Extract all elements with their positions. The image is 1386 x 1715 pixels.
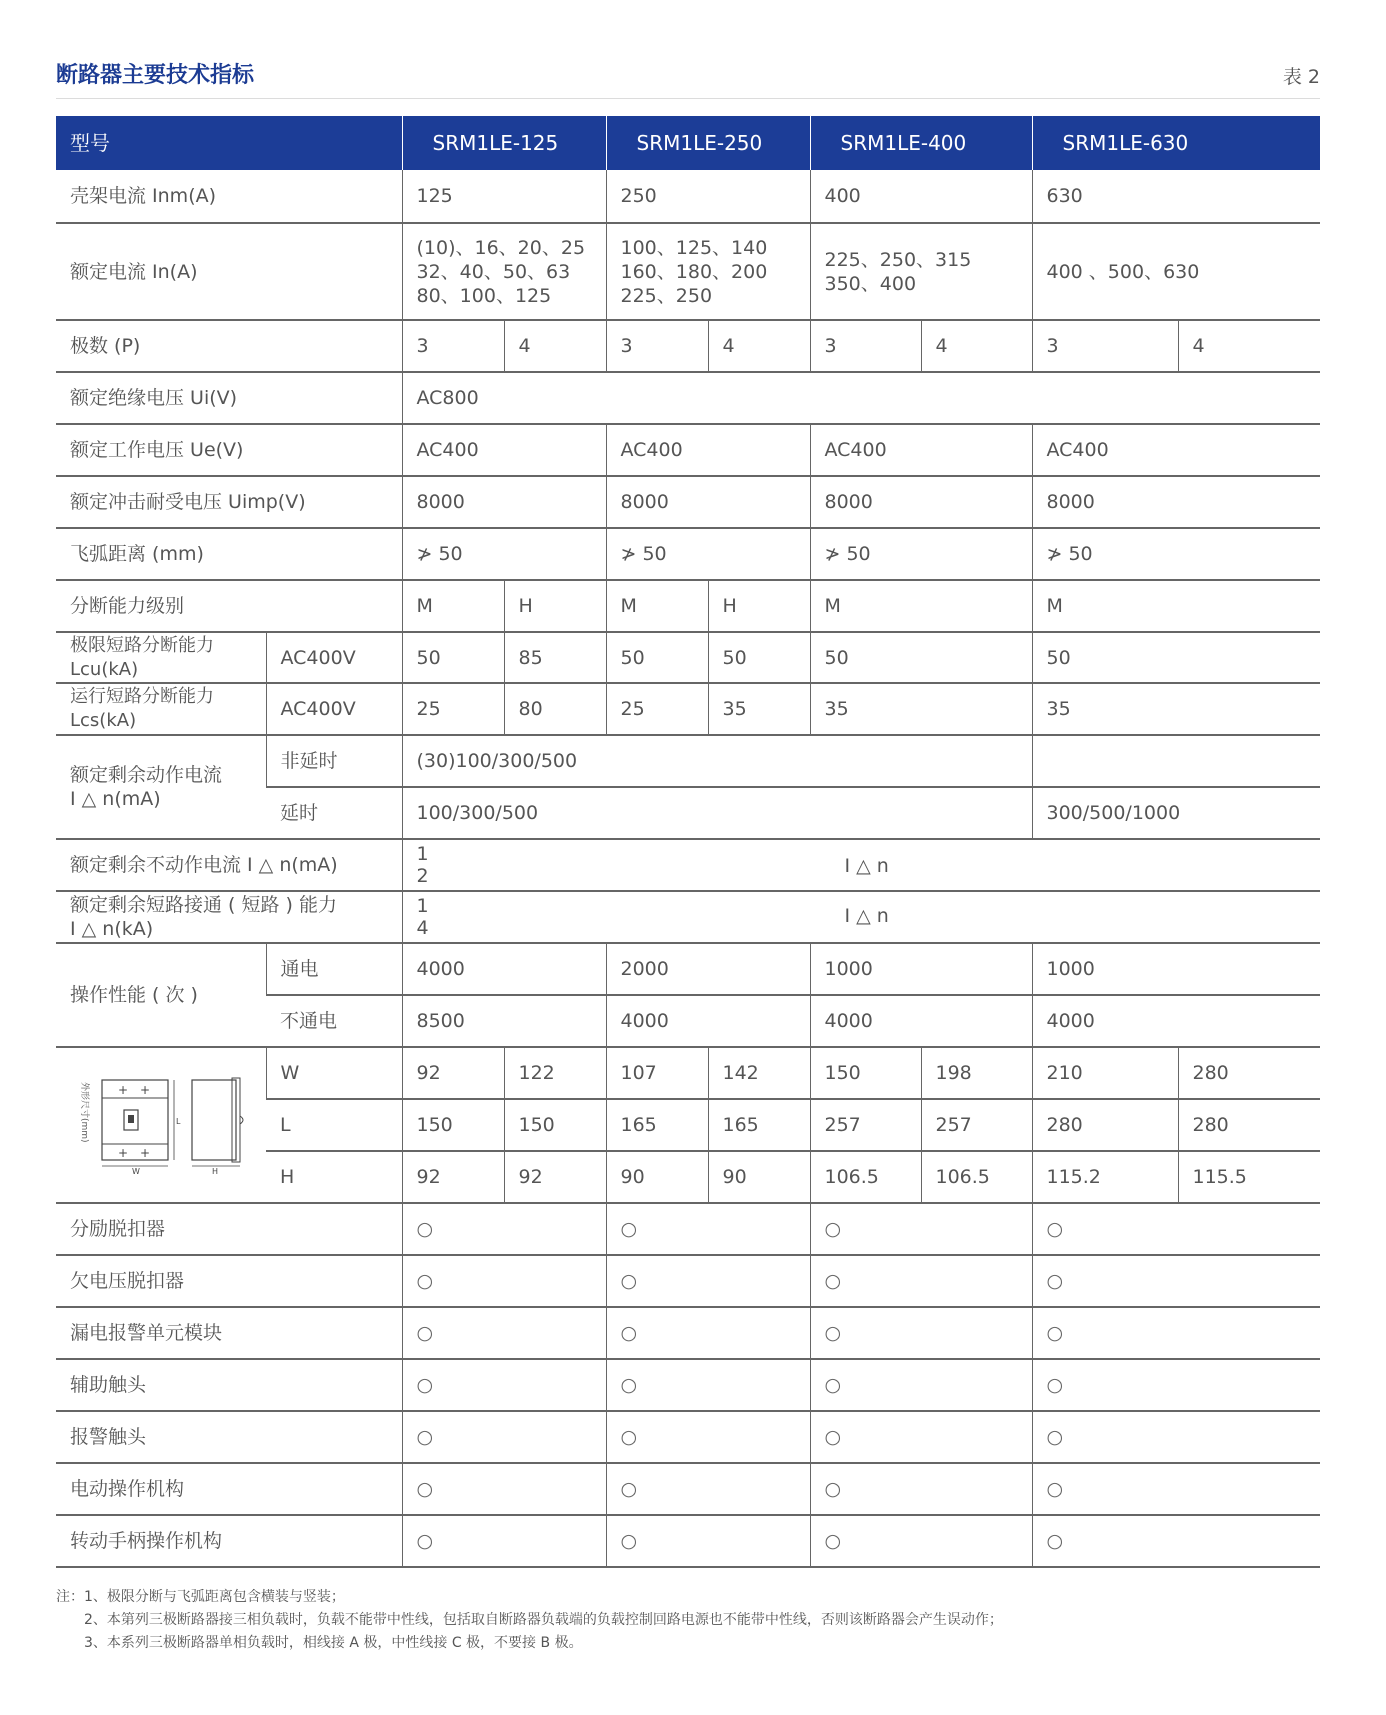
svg-text:W: W xyxy=(132,1167,140,1176)
table-row xyxy=(56,1515,1320,1567)
row-label: 额定绝缘电压 Ui(V) xyxy=(56,372,402,424)
cell: ≯ 50 xyxy=(810,528,1032,580)
cell: M xyxy=(402,580,504,632)
table-row xyxy=(56,1463,1320,1515)
cell: 115.2 xyxy=(1032,1151,1178,1203)
cell: ≯ 50 xyxy=(1032,528,1320,580)
title-divider xyxy=(56,98,1320,99)
row-label: 额定工作电压 Ue(V) xyxy=(56,424,402,476)
row-label: 转动手柄操作机构 xyxy=(56,1515,402,1567)
cell: 4 xyxy=(1178,320,1320,372)
cell: 25 xyxy=(402,683,504,735)
option-mark: ○ xyxy=(810,1411,1032,1463)
option-mark: ○ xyxy=(810,1359,1032,1411)
table-row xyxy=(56,1203,1320,1255)
cell: 4 xyxy=(708,320,810,372)
option-mark: ○ xyxy=(810,1307,1032,1359)
row-label: 电动操作机构 xyxy=(56,1463,402,1515)
page-title: 断路器主要技术指标 xyxy=(56,63,255,88)
cell: 8000 xyxy=(1032,476,1320,528)
cell: 4 xyxy=(921,320,1032,372)
cell: AC400 xyxy=(606,424,810,476)
option-mark: ○ xyxy=(606,1359,810,1411)
table-row xyxy=(56,1359,1320,1411)
row-label: 额定冲击耐受电压 Uimp(V) xyxy=(56,476,402,528)
cell: 8000 xyxy=(402,476,606,528)
table-number: 表 2 xyxy=(1282,66,1320,88)
cell: 165 xyxy=(708,1099,810,1151)
option-mark: ○ xyxy=(606,1463,810,1515)
option-mark: ○ xyxy=(402,1515,606,1567)
table-row xyxy=(56,1047,1320,1099)
cell: 106.5 xyxy=(810,1151,921,1203)
cell: 92 xyxy=(402,1151,504,1203)
cell: ≯ 50 xyxy=(402,528,606,580)
cell: AC400 xyxy=(810,424,1032,476)
option-mark: ○ xyxy=(402,1203,606,1255)
cell: 3 xyxy=(810,320,921,372)
option-mark: ○ xyxy=(1032,1203,1320,1255)
row-label: 欠电压脱扣器 xyxy=(56,1255,402,1307)
cell: 35 xyxy=(708,683,810,735)
cell: 150 xyxy=(810,1047,921,1099)
cell: 50 xyxy=(708,632,810,683)
footnote: 注：1、极限分断与飞弧距离包含横装与竖装； xyxy=(56,1589,345,1605)
table-row xyxy=(56,1255,1320,1307)
table-row xyxy=(56,1411,1320,1463)
cell: 125 xyxy=(402,170,606,223)
cell: 3 xyxy=(1032,320,1178,372)
row-label: 辅助触头 xyxy=(56,1359,402,1411)
table-row xyxy=(56,1307,1320,1359)
cell: 115.5 xyxy=(1178,1151,1320,1203)
row-label: 极数 (P) xyxy=(56,320,402,372)
row-sublabel: AC400V xyxy=(266,632,402,683)
row-label: 额定剩余不动作电流 I △ n(mA) xyxy=(56,839,402,891)
row-sublabel: 通电 xyxy=(266,943,402,995)
header-row xyxy=(56,116,1320,170)
cell: AC400 xyxy=(1032,424,1320,476)
cell: 400 、500、630 xyxy=(1032,223,1320,320)
cell: 300/500/1000 xyxy=(1032,787,1320,839)
cell: 4000 xyxy=(1032,995,1320,1047)
cell: 225、250、315 350、400 xyxy=(810,223,1032,320)
row-sublabel: W xyxy=(266,1047,402,1099)
row-label: 壳架电流 Inm(A) xyxy=(56,170,402,223)
table-row xyxy=(56,580,1320,632)
table-row xyxy=(56,320,1320,372)
cell: M xyxy=(606,580,708,632)
option-mark: ○ xyxy=(606,1255,810,1307)
cell: 3 xyxy=(402,320,504,372)
cell: 142 xyxy=(708,1047,810,1099)
cell: 50 xyxy=(402,632,504,683)
svg-text:+: + xyxy=(118,1146,129,1160)
option-mark: ○ xyxy=(606,1203,810,1255)
option-mark: ○ xyxy=(402,1255,606,1307)
cell: M xyxy=(1032,580,1320,632)
cell: H xyxy=(504,580,606,632)
cell: 1000 xyxy=(1032,943,1320,995)
cell: 4000 xyxy=(402,943,606,995)
header-model: SRM1LE-125 xyxy=(402,116,606,170)
cell: 250 xyxy=(606,170,810,223)
cell: 4 xyxy=(504,320,606,372)
table-row xyxy=(56,839,1320,891)
row-sublabel: 延时 xyxy=(266,787,402,839)
option-mark: ○ xyxy=(1032,1255,1320,1307)
row-label: 额定剩余短路接通 ( 短路 ) 能力 I △ n(kA) xyxy=(56,891,402,943)
svg-text:+: + xyxy=(118,1083,129,1097)
row-label: 漏电报警单元模块 xyxy=(56,1307,402,1359)
option-mark: ○ xyxy=(1032,1463,1320,1515)
cell: 35 xyxy=(810,683,1032,735)
option-mark: ○ xyxy=(810,1203,1032,1255)
cell: 100/300/500 xyxy=(402,787,1032,839)
cell: 280 xyxy=(1178,1047,1320,1099)
header-label: 型号 xyxy=(56,116,402,170)
option-mark: ○ xyxy=(402,1359,606,1411)
option-mark: ○ xyxy=(402,1411,606,1463)
cell: 198 xyxy=(921,1047,1032,1099)
row-sublabel: AC400V xyxy=(266,683,402,735)
cell: 90 xyxy=(606,1151,708,1203)
row-sublabel: L xyxy=(266,1099,402,1151)
cell: 122 xyxy=(504,1047,606,1099)
cell: 50 xyxy=(810,632,1032,683)
cell: 85 xyxy=(504,632,606,683)
cell: 92 xyxy=(504,1151,606,1203)
cell: 8000 xyxy=(606,476,810,528)
cell: 165 xyxy=(606,1099,708,1151)
cell: 1 4 I △ n xyxy=(402,891,1320,943)
option-mark: ○ xyxy=(1032,1307,1320,1359)
cell xyxy=(1032,735,1320,787)
cell: 3 xyxy=(606,320,708,372)
footnote: 3、本系列三极断路器单相负载时，相线接 A 极，中性线接 C 极，不要接 B 极。 xyxy=(84,1635,583,1651)
svg-text:L: L xyxy=(176,1117,181,1126)
cell: 400 xyxy=(810,170,1032,223)
cell: 280 xyxy=(1032,1099,1178,1151)
svg-text:+: + xyxy=(140,1146,151,1160)
table-row xyxy=(56,735,1320,787)
cell: 1 2 I △ n xyxy=(402,839,1320,891)
svg-text:外形尺寸(mm): 外形尺寸(mm) xyxy=(79,1082,89,1143)
table-row xyxy=(56,424,1320,476)
cell: 4000 xyxy=(810,995,1032,1047)
cell: 50 xyxy=(606,632,708,683)
cell: 106.5 xyxy=(921,1151,1032,1203)
cell: 107 xyxy=(606,1047,708,1099)
row-label: 报警触头 xyxy=(56,1411,402,1463)
cell: 100、125、140 160、180、200 225、250 xyxy=(606,223,810,320)
cell: 210 xyxy=(1032,1047,1178,1099)
footnotes xyxy=(56,1586,1003,1655)
table-row xyxy=(56,683,1320,735)
row-label: 额定剩余动作电流 I △ n(mA) xyxy=(56,735,266,839)
option-mark: ○ xyxy=(1032,1359,1320,1411)
cell: (30)100/300/500 xyxy=(402,735,1032,787)
option-mark: ○ xyxy=(1032,1515,1320,1567)
cell: 257 xyxy=(921,1099,1032,1151)
svg-text:H: H xyxy=(212,1167,219,1176)
option-mark: ○ xyxy=(402,1463,606,1515)
option-mark: ○ xyxy=(810,1255,1032,1307)
cell: 8500 xyxy=(402,995,606,1047)
option-mark: ○ xyxy=(402,1307,606,1359)
row-sublabel: H xyxy=(266,1151,402,1203)
cell: 8000 xyxy=(810,476,1032,528)
cell: H xyxy=(708,580,810,632)
row-label: 分励脱扣器 xyxy=(56,1203,402,1255)
table-row xyxy=(56,223,1320,320)
header-model: SRM1LE-400 xyxy=(810,116,1032,170)
cell: 1000 xyxy=(810,943,1032,995)
cell: AC800 xyxy=(402,372,1320,424)
cell: 257 xyxy=(810,1099,921,1151)
table-row xyxy=(56,372,1320,424)
header-model: SRM1LE-250 xyxy=(606,116,810,170)
row-label: 操作性能 ( 次 ) xyxy=(56,943,266,1047)
cell: ≯ 50 xyxy=(606,528,810,580)
cell: AC400 xyxy=(402,424,606,476)
cell: 280 xyxy=(1178,1099,1320,1151)
table-row xyxy=(56,170,1320,223)
cell: 150 xyxy=(504,1099,606,1151)
cell: 90 xyxy=(708,1151,810,1203)
option-mark: ○ xyxy=(1032,1411,1320,1463)
row-label: 飞弧距离 (mm) xyxy=(56,528,402,580)
table-row xyxy=(56,476,1320,528)
footnote: 2、本第列三极断路器接三相负载时，负载不能带中性线，包括取自断路器负载端的负载控制回路电源也不能带中性线，否则该断路器会产生误动作； xyxy=(84,1612,1003,1628)
row-label: 额定电流 In(A) xyxy=(56,223,402,320)
cell: (10)、16、20、25 32、40、50、63 80、100、125 xyxy=(402,223,606,320)
breaker-outline-icon xyxy=(56,1050,266,1200)
spec-table xyxy=(56,116,1320,1568)
row-label: 运行短路分断能力 Lcs(kA) xyxy=(56,683,266,735)
cell: 50 xyxy=(1032,632,1320,683)
cell: 80 xyxy=(504,683,606,735)
header-model: SRM1LE-630 xyxy=(1032,116,1320,170)
table-row xyxy=(56,891,1320,943)
table-row xyxy=(56,528,1320,580)
row-sublabel: 非延时 xyxy=(266,735,402,787)
table-row xyxy=(56,632,1320,683)
row-label: 分断能力级别 xyxy=(56,580,402,632)
svg-text:+: + xyxy=(140,1083,151,1097)
dimension-diagram xyxy=(56,1047,266,1203)
cell: 35 xyxy=(1032,683,1320,735)
cell: 150 xyxy=(402,1099,504,1151)
row-sublabel: 不通电 xyxy=(266,995,402,1047)
cell: 92 xyxy=(402,1047,504,1099)
row-label: 极限短路分断能力 Lcu(kA) xyxy=(56,632,266,683)
table-row xyxy=(56,943,1320,995)
cell: 4000 xyxy=(606,995,810,1047)
option-mark: ○ xyxy=(606,1307,810,1359)
option-mark: ○ xyxy=(606,1411,810,1463)
option-mark: ○ xyxy=(606,1515,810,1567)
cell: 25 xyxy=(606,683,708,735)
cell: M xyxy=(810,580,1032,632)
cell: 630 xyxy=(1032,170,1320,223)
cell: 2000 xyxy=(606,943,810,995)
option-mark: ○ xyxy=(810,1463,1032,1515)
option-mark: ○ xyxy=(810,1515,1032,1567)
